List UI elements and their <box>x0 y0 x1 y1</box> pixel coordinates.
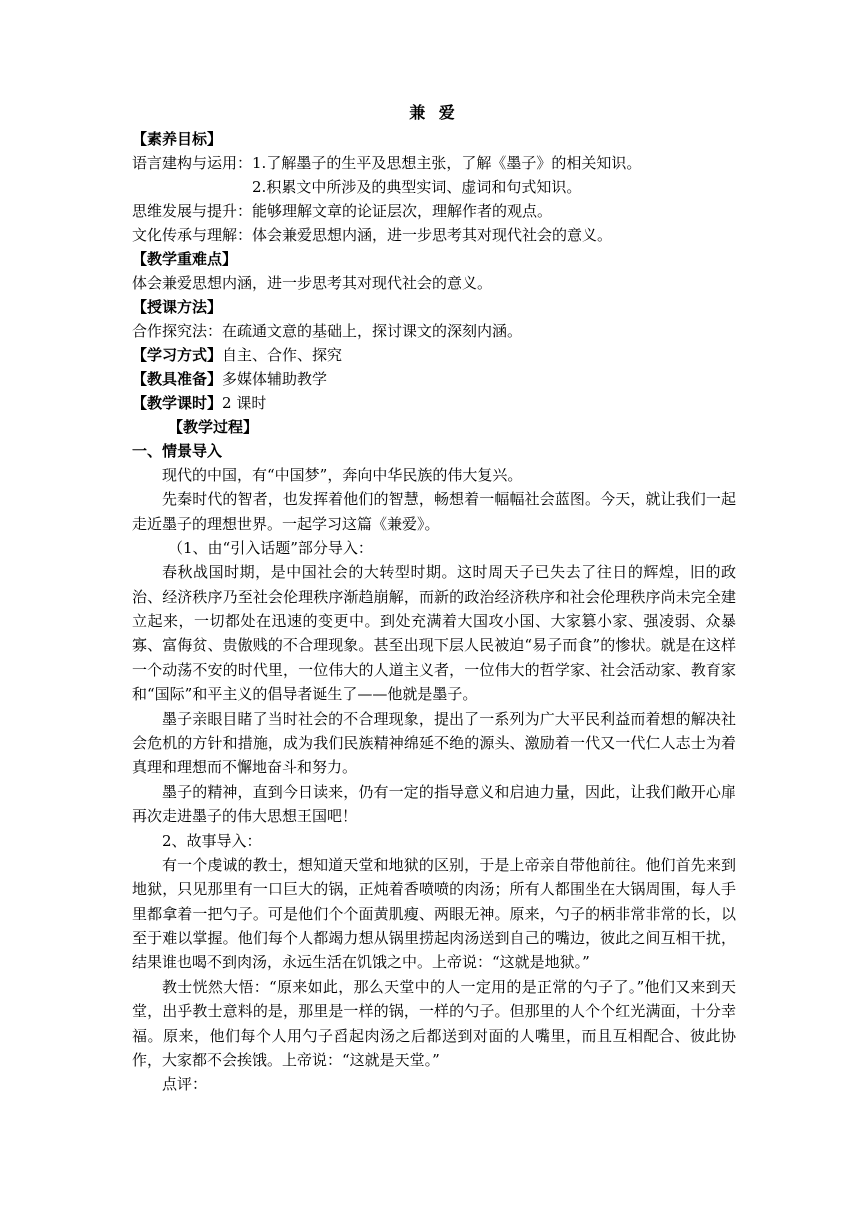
goals-heading: 【素养目标】 <box>132 130 223 148</box>
paragraph: 墨子亲眼目睹了当时社会的不合理现象，提出了一系列为广大平民利益而着想的解决社会危机的方针和措施，成为我们民族精神绵延不绝的源头、激励着一代又一代仁人志士为着真理和理想而不懈地奋斗和努力。 <box>132 709 736 777</box>
teaching-tools-text: 多媒体辅助教学 <box>222 370 328 388</box>
teaching-hours-label: 【教学课时】 <box>132 394 223 412</box>
paragraph: 有一个虔诚的教士，想知道天堂和地狱的区别，于是上帝亲自带他前往。他们首先来到地狱，只见那里有一口巨大的锅，正炖着香喷喷的肉汤；所有人都围坐在大锅周围，每人手里都拿着一把勺子。可是他们个个面黄肌瘦、两眼无神。原来，勺子的柄非常非常的长，以至于难以掌握。他们每个人都竭力想从锅里捞起肉汤送到自己的嘴边，彼此之间互相干扰，结果谁也喝不到肉汤，永远生活在饥饿之中。上帝说：“这就是地狱。” <box>132 855 736 972</box>
teaching-tools <box>132 367 736 391</box>
subheading-intro-topic: （1、由“引入话题”部分导入： <box>168 539 373 558</box>
key-points-text: 体会兼爱思想内涵，进一步思考其对现代社会的意义。 <box>132 274 493 292</box>
paragraph: 先秦时代的智者，也发挥着他们的智慧，畅想着一幅幅社会蓝图。今天，就让我们一起走近墨子的理想世界。一起学习这篇《兼爱》。 <box>132 490 736 533</box>
part1-heading: 一、情景导入 <box>132 442 223 460</box>
document-page <box>132 100 736 1096</box>
goal-culture: 文化传承与理解：体会兼爱思想内涵，进一步思考其对现代社会的意义。 <box>132 226 613 244</box>
subheading-story: 2、故事导入： <box>162 831 262 850</box>
teaching-tools-label: 【教具准备】 <box>132 370 223 388</box>
method-text: 合作探究法：在疏通文意的基础上，探讨课文的深刻内涵。 <box>132 322 523 340</box>
study-mode <box>132 343 736 367</box>
goal-thinking: 思维发展与提升：能够理解文章的论证层次，理解作者的观点。 <box>132 202 553 220</box>
teaching-hours <box>132 391 736 415</box>
paragraph: 春秋战国时期，是中国社会的大转型时期。这时周天子已失去了往日的辉煌，旧的政治、经济秩序乃至社会伦理秩序渐趋崩解，而新的政治经济秩序和社会伦理秩序尚未完全建立起来，一切都处在迅速的变更中。到处充满着大国攻小国、大家篡小家、强凌弱、众暴寡、富侮贫、贵傲贱的不合理现象。甚至出现下层人民被迫“易子而食”的惨状。就是在这样一个动荡不安的时代里，一位伟大的人道主义者，一位伟大的哲学家、社会活动家、教育家和“国际”和平主义的倡导者诞生了——他就是墨子。 <box>132 563 736 704</box>
goal-language-label: 语言建构与运用： <box>132 154 253 172</box>
goal-language-items <box>252 151 641 199</box>
paragraph: 现代的中国，有“中国梦”，奔向中华民族的伟大复兴。 <box>162 466 523 484</box>
process-heading: 【教学过程】 <box>168 418 259 436</box>
comment-label: 点评： <box>162 1075 208 1094</box>
goal-language-item: 1.了解墨子的生平及思想主张，了解《墨子》的相关知识。 <box>252 154 642 172</box>
paragraph: 墨子的精神，直到今日读来，仍有一定的指导意义和启迪力量，因此，让我们敞开心扉再次走进墨子的伟大思想王国吧！ <box>132 782 736 826</box>
study-mode-label: 【学习方式】 <box>132 346 223 364</box>
method-heading: 【授课方法】 <box>132 298 223 316</box>
teaching-hours-text: 2 课时 <box>222 394 267 412</box>
paragraph: 教士恍然大悟：“原来如此，那么天堂中的人一定用的是正常的勺子了。”他们又来到天堂，出乎教士意料的是，那里是一样的锅，一样的勺子。但那里的人个个红光满面，十分幸福。原来，他们每个人用勺子舀起肉汤之后都送到对面的人嘴里，而且互相配合、彼此协作，大家都不会挨饿。上帝说：“这就是天堂。” <box>132 977 736 1069</box>
document-title: 兼 爱 <box>409 103 459 122</box>
study-mode-text: 自主、合作、探究 <box>222 346 343 364</box>
key-points-heading: 【教学重难点】 <box>132 250 238 268</box>
goal-language-item: 2.积累文中所涉及的典型实词、虚词和句式知识。 <box>252 178 582 196</box>
goal-language <box>132 151 736 199</box>
